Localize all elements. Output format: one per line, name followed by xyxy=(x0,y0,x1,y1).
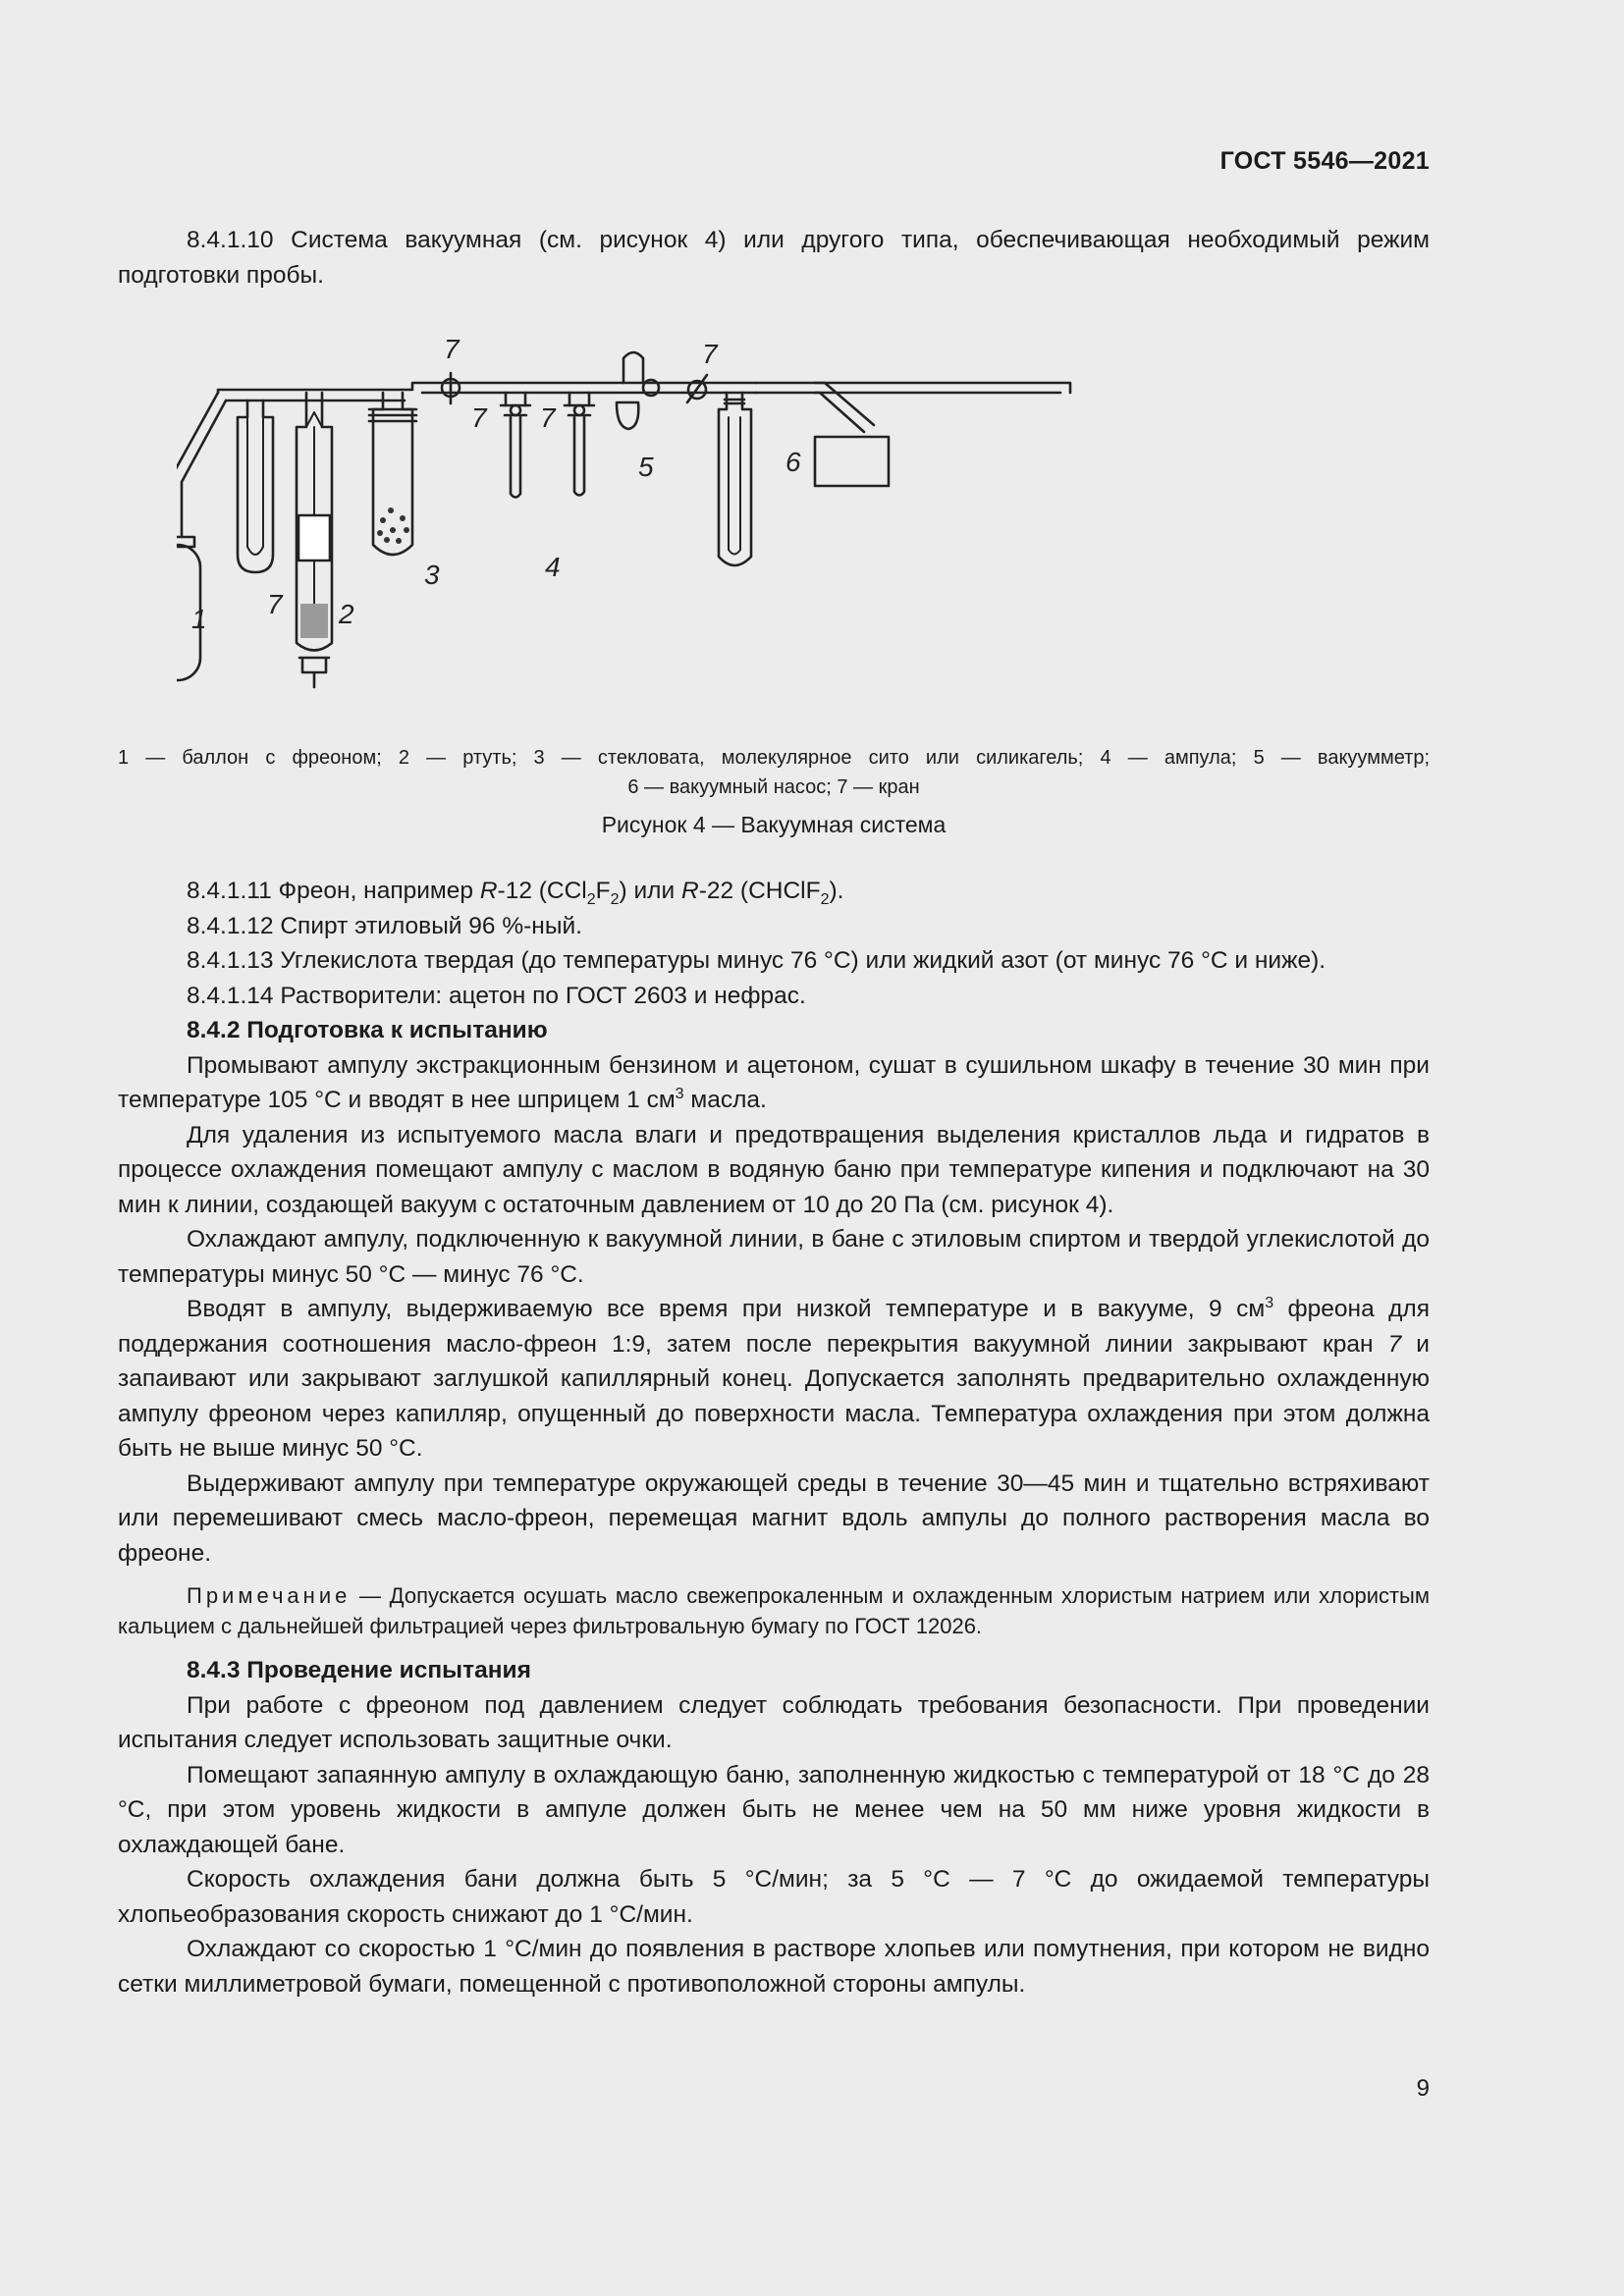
paragraph-8-4-3-4: Охлаждают со скоростью 1 °С/мин до появления в растворе хлопьев или помутнения, при котором не видно сетки миллиметровой бумаги, помещенной с противоположной стороны ампулы. xyxy=(118,1936,1430,1998)
heading-8-4-2: 8.4.2 Подготовка к испытанию xyxy=(187,1017,548,1043)
paragraph-8-4-2-1: Промывают ампулу экстракционным бензином и ацетоном, сушат в сушильном шкафу в течение 30 мин при температуре 105 °С и вводят в нее шприцем 1 $см^3$ масла. xyxy=(118,1051,1430,1113)
paragraph-8-4-2-3: Охлаждают ампулу, подключенную к вакуумной линии, в бане с этиловым спиртом и твердой углекислотой до температуры минус 50 °С — минус 76 °С. xyxy=(118,1226,1430,1288)
paragraph-8-4-3-3: Скорость охлаждения бани должна быть 5 °С/мин; за 5 °С — 7 °С до ожидаемой температуры хлопьеобразования скорость снижают до 1 °С/мин. xyxy=(118,1866,1430,1928)
paragraph-8-4-2-5: Выдерживают ампулу при температуре окружающей среды в течение 30—45 мин и тщательно встряхивают или перемешивают смесь масло-фреон, перемещая магнит вдоль ампулы до полного растворения масла во фреоне. xyxy=(118,1469,1430,1567)
svg-text:3: 3 xyxy=(424,560,440,590)
paragraph-8-4-3-1: При работе с фреоном под давлением следует соблюдать требования безопасности. При проведении испытания следует использовать защитные очки. xyxy=(118,1691,1430,1753)
svg-text:7: 7 xyxy=(444,334,460,364)
paragraph-8-4-3-2: Помещают запаянную ампулу в охлаждающую баню, заполненную жидкостью с температурой от 18 °С до 28 °С, при этом уровень жидкости в ампуле должен быть не менее чем на 50 мм ниже уровня жидкости в охлаждающей бане. xyxy=(118,1761,1430,1858)
document-id: ГОСТ 5546—2021 xyxy=(1219,147,1430,175)
vacuum-system-diagram xyxy=(177,319,1345,731)
svg-text:7: 7 xyxy=(267,589,283,619)
svg-text:4: 4 xyxy=(545,552,561,582)
svg-text:5: 5 xyxy=(638,452,654,482)
note: Примечание — Допускается осушать масло свежепрокаленным и охлажденным хлористым натрием или хлористым кальцием с дальнейшей фильтрацией через фильтровальную бумагу по ГОСТ 12026. xyxy=(118,1583,1430,1638)
svg-text:7: 7 xyxy=(702,339,718,369)
svg-text:1: 1 xyxy=(191,604,207,634)
paragraph-8-4-2-2: Для удаления из испытуемого масла влаги и предотвращения выделения кристаллов льда и гидратов в процессе охлаждения помещают ампулу с маслом в водяную баню при температуре кипения и подключают на 30 мин к линии, создающей вакуум с остаточным давлением от 10 до 20 Па (см. рисунок 4). xyxy=(118,1121,1430,1218)
svg-text:7: 7 xyxy=(540,402,556,433)
svg-text:2: 2 xyxy=(339,599,354,629)
paragraph-8-4-1-10 xyxy=(118,223,1430,293)
figure-legend xyxy=(118,743,1430,802)
heading-8-4-3: 8.4.3 Проведение испытания xyxy=(187,1657,531,1683)
legend-line-2: 6 — вакуумный насос; 7 — кран xyxy=(627,776,920,798)
item-8-4-1-13: 8.4.1.13 Углекислота твердая (до температуры минус 76 °С) или жидкий азот (от минус 76 °С и ниже). xyxy=(187,947,1326,974)
item-8-4-1-11: 8.4.1.11 Фреон, например R-12 $(CCl_2F_2)$ или R-22 (CHClF$_2$). xyxy=(187,878,844,908)
main-text xyxy=(118,874,1430,2002)
paragraph-8-4-2-4: Вводят в ампулу, выдерживаемую все время при низкой температуре и в вакууме, 9 $см^3$ фреона для поддержания соотношения масло-фреон 1:9, затем после перекрытия вакуумной линии закрывают кран 7 и запаивают или закрывают заглушкой капиллярный конец. Допускается заполнять предварительно охлажденную ампулу фреоном через капилляр, опущенный до поверхности масла. Температура охлаждения при этом должна быть не выше минус 50 °С. xyxy=(118,1294,1430,1462)
figure-caption: Рисунок 4 — Вакуумная система xyxy=(601,812,947,837)
text-8-4-1-10: 8.4.1.10 Система вакуумная (см. рисунок 4) или другого типа, обеспечивающая необходимый режим подготовки пробы. xyxy=(118,227,1430,289)
legend-line-1: 1 — баллон с фреоном; 2 — ртуть; 3 — стекловата, молекулярное сито или силикагель; 4 — ампула; 5 — вакуумметр; xyxy=(118,747,1430,769)
svg-text:7: 7 xyxy=(471,402,487,433)
page-number: 9 xyxy=(1416,2075,1430,2102)
item-8-4-1-12: 8.4.1.12 Спирт этиловый 96 %-ный. xyxy=(187,912,582,939)
svg-text:6: 6 xyxy=(785,447,801,477)
item-8-4-1-14: 8.4.1.14 Растворители: ацетон по ГОСТ 2603 и нефрас. xyxy=(187,982,806,1009)
